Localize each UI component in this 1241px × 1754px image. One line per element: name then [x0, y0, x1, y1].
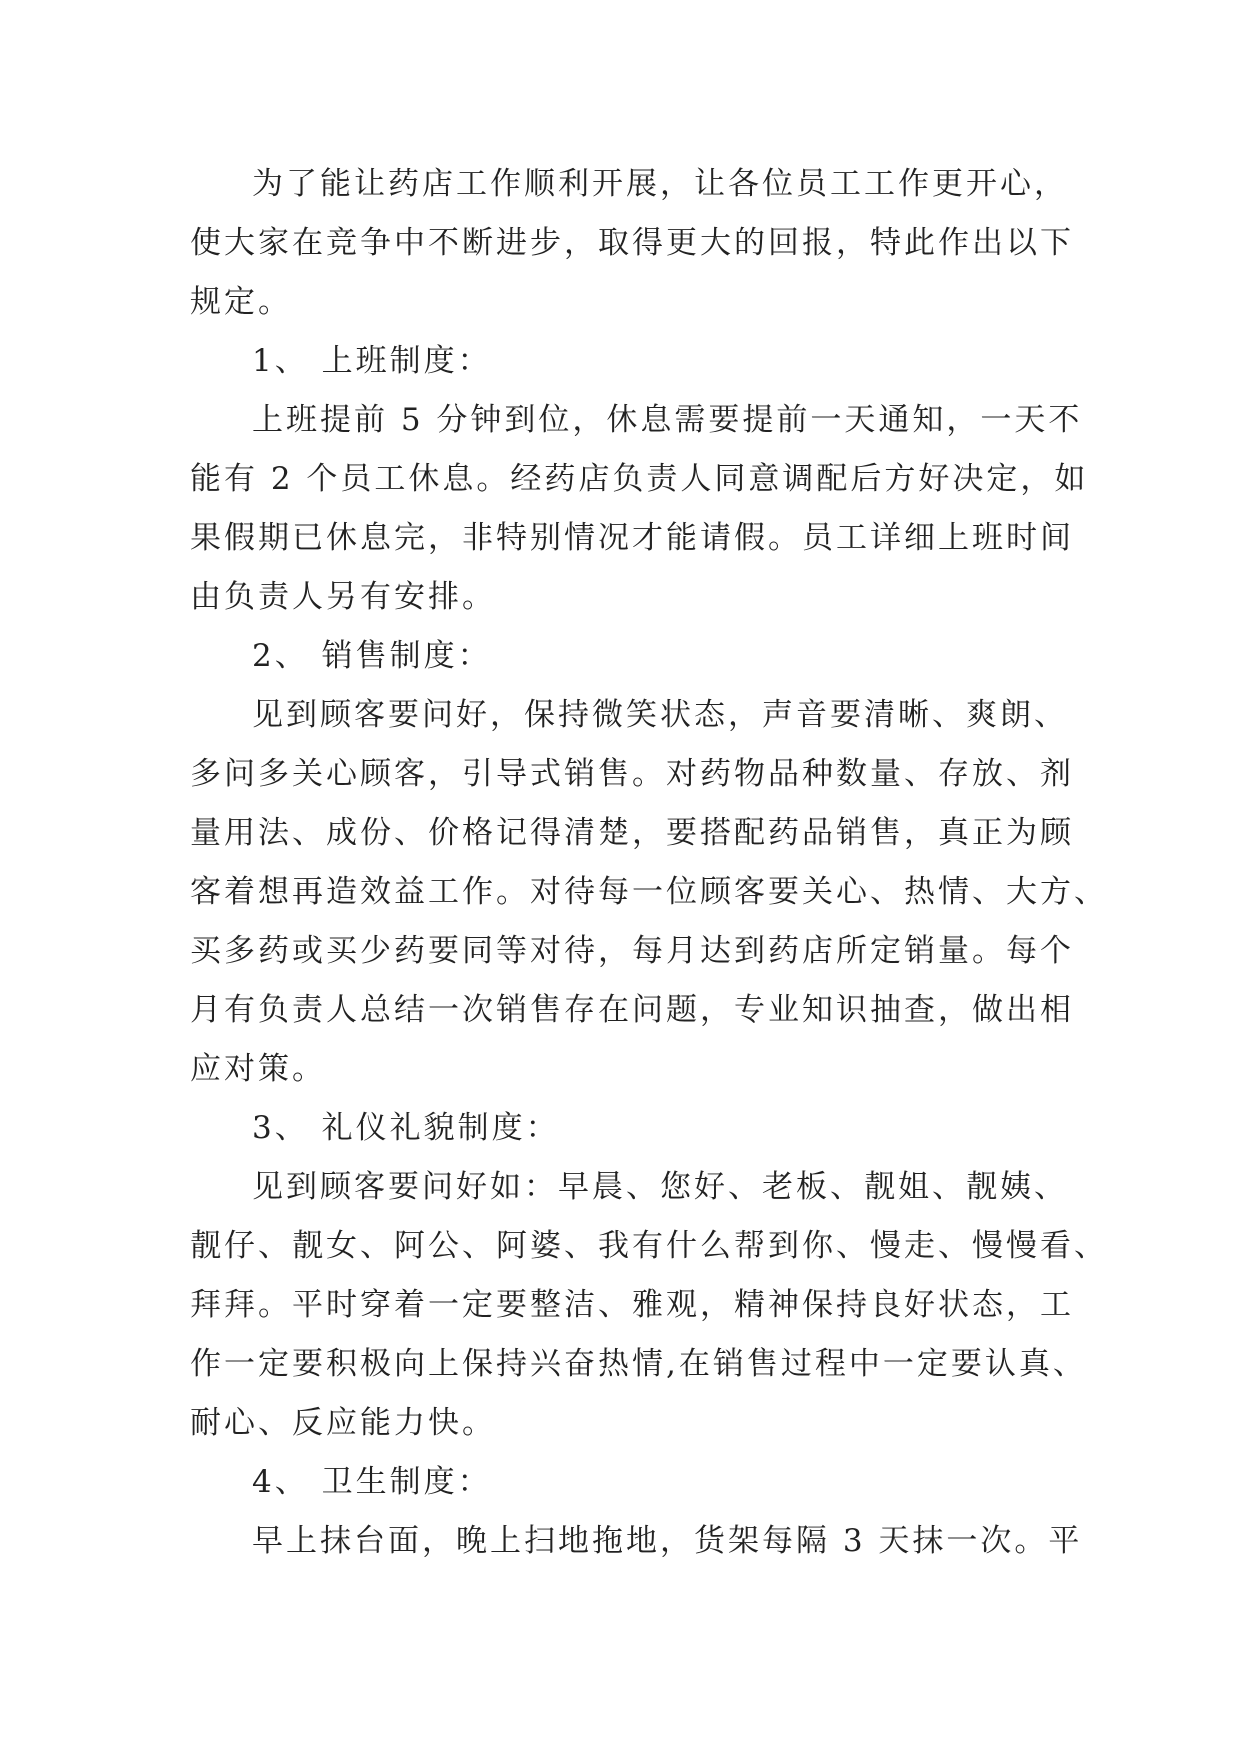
section-heading: 3、 礼仪礼貌制度： [252, 1110, 560, 1146]
paragraph-line: 客着想再造效益工作。对待每一位顾客要关心、热情、大方、 [190, 874, 1108, 910]
document-body [190, 155, 1108, 1571]
paragraph-line: 月有负责人总结一次销售存在问题，专业知识抽查，做出相 [190, 992, 1074, 1028]
paragraph-line: 靓仔、靓女、阿公、阿婆、我有什么帮到你、慢走、慢慢看、 [190, 1228, 1108, 1264]
paragraph-line: 应对策。 [190, 1051, 326, 1087]
paragraph-line: 由负责人另有安排。 [190, 579, 496, 615]
paragraph-line: 为了能让药店工作顺利开展，让各位员工工作更开心， [252, 166, 1068, 202]
paragraph-line: 果假期已休息完，非特别情况才能请假。员工详细上班时间 [190, 520, 1074, 556]
paragraph-line: 多问多关心顾客，引导式销售。对药物品种数量、存放、剂 [190, 756, 1074, 792]
paragraph-line: 作一定要积极向上保持兴奋热情,在销售过程中一定要认真、 [190, 1346, 1087, 1382]
paragraph-line: 能有 2 个员工休息。经药店负责人同意调配后方好决定，如 [190, 461, 1089, 497]
paragraph-line: 耐心、反应能力快。 [190, 1405, 496, 1441]
paragraph-line: 上班提前 5 分钟到位，休息需要提前一天通知，一天不 [252, 402, 1083, 438]
paragraph-line: 量用法、成份、价格记得清楚，要搭配药品销售，真正为顾 [190, 815, 1074, 851]
section-heading: 1、 上班制度： [252, 343, 492, 379]
paragraph-line: 使大家在竞争中不断进步，取得更大的回报，特此作出以下 [190, 225, 1074, 261]
paragraph-line: 见到顾客要问好，保持微笑状态，声音要清晰、爽朗、 [252, 697, 1068, 733]
paragraph-line: 规定。 [190, 284, 292, 320]
section-heading: 2、 销售制度： [252, 638, 492, 674]
section-heading: 4、 卫生制度： [252, 1464, 492, 1500]
paragraph-line: 见到顾客要问好如：早晨、您好、老板、靓姐、靓姨、 [252, 1169, 1068, 1205]
paragraph-line: 买多药或买少药要同等对待，每月达到药店所定销量。每个 [190, 933, 1074, 969]
paragraph-line: 拜拜。平时穿着一定要整洁、雅观，精神保持良好状态，工 [190, 1287, 1074, 1323]
paragraph-line: 早上抹台面，晚上扫地拖地，货架每隔 3 天抹一次。平 [252, 1523, 1083, 1559]
